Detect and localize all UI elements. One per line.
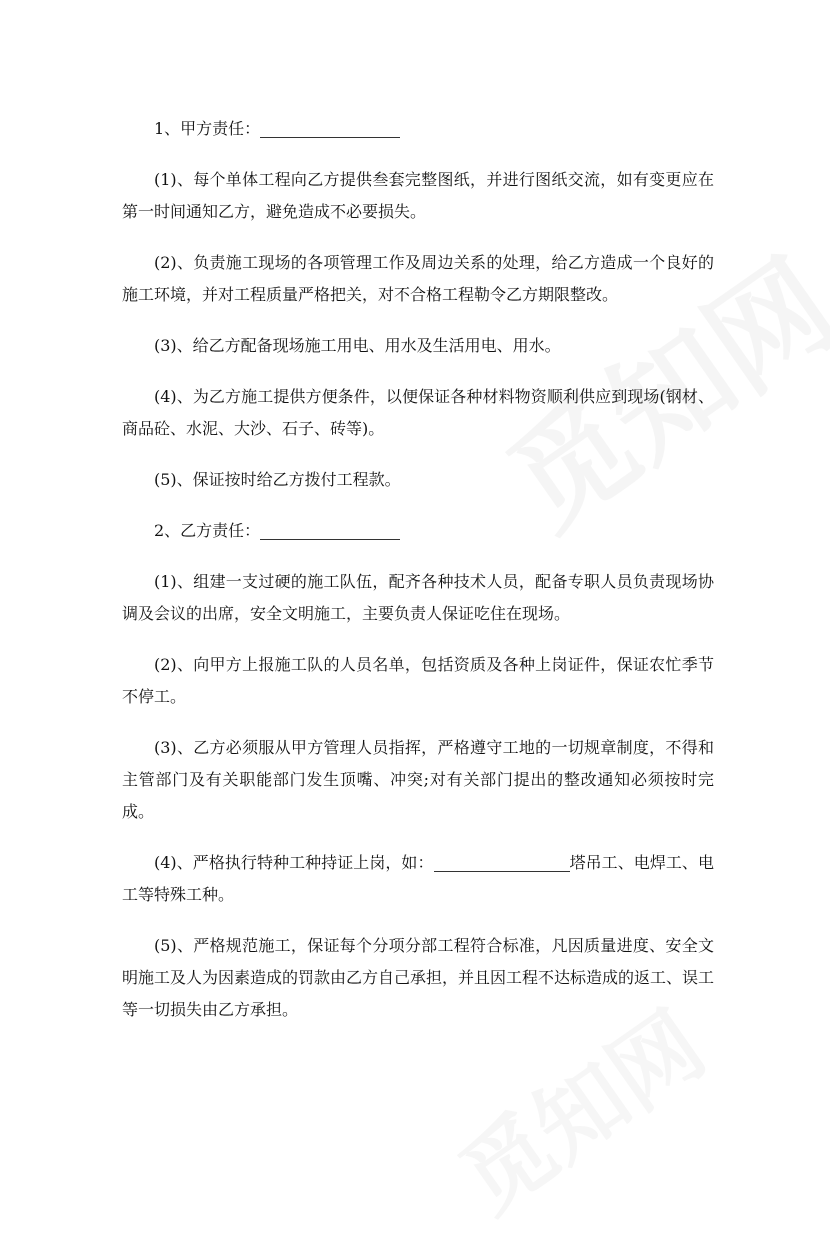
section-heading-party-a [122, 113, 714, 145]
clause-a3: (3)、给乙方配备现场施工用电、用水及生活用电、用水。 [154, 336, 561, 355]
clause-b2: (2)、向甲方上报施工队的人员名单，包括资质及各种上岗证件，保证农忙季节不停工。 [122, 655, 714, 706]
clause-a5: (5)、保证按时给乙方拨付工程款。 [154, 470, 401, 489]
section-heading-party-b [122, 515, 714, 547]
clause-b3: (3)、乙方必须服从甲方管理人员指挥，严格遵守工地的一切规章制度，不得和主管部门及有关职能部门发生顶嘴、冲突;对有关部门提出的整改通知必须按时完成。 [122, 738, 714, 821]
fill-in-blank[interactable] [260, 117, 400, 138]
clause-a2: (2)、负责施工现场的各项管理工作及周边关系的处理，给乙方造成一个良好的施工环境，并对工程质量严格把关，对不合格工程勒令乙方期限整改。 [122, 253, 714, 304]
clause-a1: (1)、每个单体工程向乙方提供叁套完整图纸，并进行图纸交流，如有变更应在第一时间通知乙方，避免造成不必要损失。 [122, 170, 714, 221]
heading-label: 2、乙方责任： [154, 521, 261, 540]
clause-b1: (1)、组建一支过硬的施工队伍，配齐各种技术人员，配备专职人员负责现场协调及会议的出席，安全文明施工，主要负责人保证吃住在现场。 [122, 572, 714, 623]
fill-in-blank[interactable] [260, 519, 400, 540]
contract-body [122, 113, 714, 1045]
heading-label: 1、甲方责任： [154, 119, 261, 138]
fill-in-blank[interactable] [434, 851, 570, 872]
clause-a4: (4)、为乙方施工提供方便条件，以便保证各种材料物资顺利供应到现场(钢材、商品砼、水泥、大沙、石子、砖等)。 [122, 387, 714, 438]
clause-b5: (5)、严格规范施工，保证每个分项分部工程符合标准，凡因质量进度、安全文明施工及人为因素造成的罚款由乙方自己承担，并且因工程不达标造成的返工、误工等一切损失由乙方承担。 [122, 936, 715, 1019]
clause-b4: (4)、严格执行特种工种持证上岗，如： 塔吊工、电焊工、电工等特殊工种。 [122, 853, 714, 904]
